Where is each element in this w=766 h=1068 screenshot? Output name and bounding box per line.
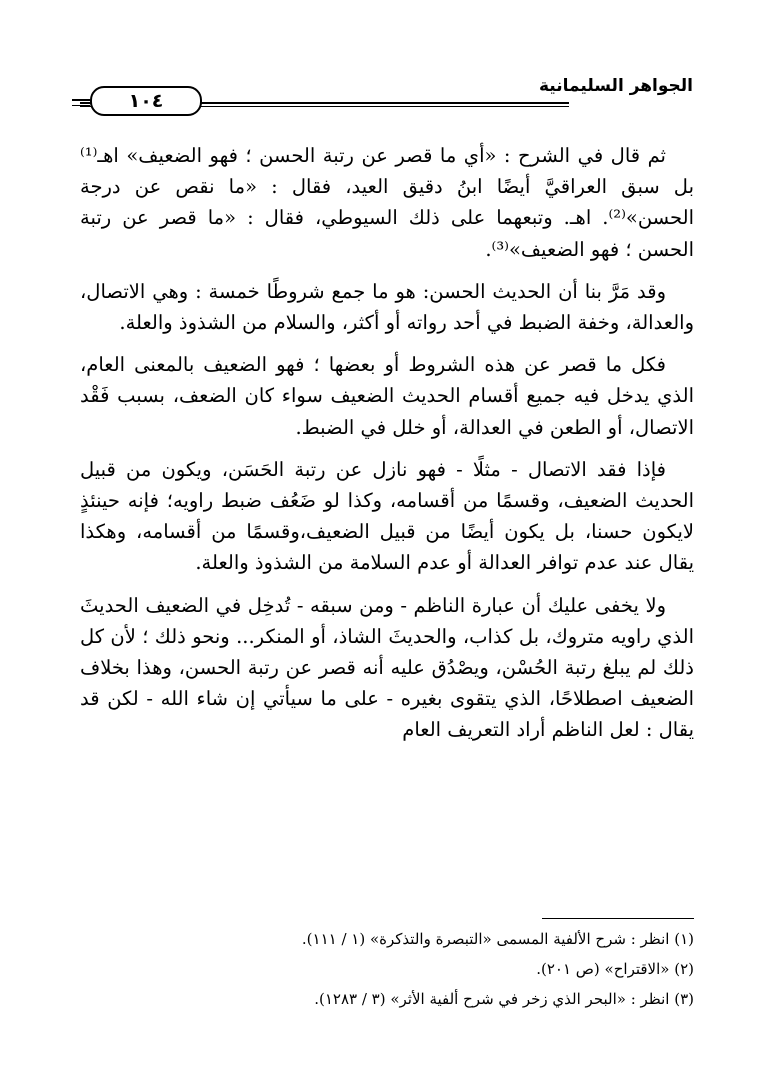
paragraph: ثم قال في الشرح : «أي ما قصر عن رتبة الحسن ؛ فهو الضعيف» اهـ⁽¹⁾ بل سبق العراقيَّ أيضًا ابنُ دقيق العيد، فقال : «ما نقص عن درجة الحسن»⁽²⁾. اهـ. وتبعهما على ذلك السيوطي، فقال : «ما قصر عن رتبة الحسن ؛ فهو الضعيف»⁽³⁾.	[80, 144, 694, 261]
footnote: (٢) «الاقتراح» (ص ٢٠١).	[536, 960, 694, 978]
header-rule-stub	[72, 99, 90, 106]
footnotes	[80, 924, 694, 1014]
paragraph: ولا يخفى عليك أن عبارة الناظم - ومن سبقه - تُدخِل في الضعيف الحديثَ الذي راويه متروك، بل كذاب، والحديثَ الشاذ، أو المنكر... ونحو ذلك ؛ لأن كل ذلك لم يبلغ رتبة الحُسْن، ويصْدُق عليه أنه قصر عن رتبة الحسن، وهذا بخلاف الضعيف اصطلاحًا، الذي يتقوى بغيره - على ما سيأتي إن شاء الله - لكن قد يقال : لعل الناظم أراد التعريف العام	[80, 593, 694, 742]
paragraph: وقد مَرَّ بنا أن الحديث الحسن: هو ما جمع شروطًا خمسة : وهي الاتصال، والعدالة، وخفة الضبط في أحد رواته أو أكثر، والسلام من الشذوذ والعلة.	[80, 279, 694, 335]
footnote-separator	[542, 918, 694, 919]
footnote: (٣) انظر : «البحر الذي زخر في شرح ألفية الأثر» (٣ / ١٢٨٣).	[314, 990, 694, 1008]
paragraph: فكل ما قصر عن هذه الشروط أو بعضها ؛ فهو الضعيف بالمعنى العام، الذي يدخل فيه جميع أقسام الحديث الضعيف سواء كان الضعف، بسبب فَقْد الاتصال، أو الطعن في العدالة، أو خلل في الضبط.	[80, 353, 694, 439]
page-number: ١٠٤	[90, 86, 202, 116]
running-title: الجواهر السليمانية	[538, 76, 693, 96]
page-header	[78, 74, 693, 124]
footnote: (١) انظر : شرح الألفية المسمى «التبصرة والتذكرة» (١ / ١١١).	[301, 930, 694, 948]
paragraph: فإذا فقد الاتصال - مثلًا - فهو نازل عن رتبة الحَسَن، ويكون من قبيل الحديث الضعيف، وقسمًا من أقسامه، وكذا لو ضَعُف ضبط راويه؛ فإنه حينئذٍ لايكون حسنا، بل يكون أيضًا من قبيل الضعيف،وقسمًا من أقسامه، وهكذا يقال عند عدم توافر العدالة أو عدم السلامة من الشذوذ والعلة.	[80, 457, 694, 575]
main-text	[80, 140, 694, 746]
